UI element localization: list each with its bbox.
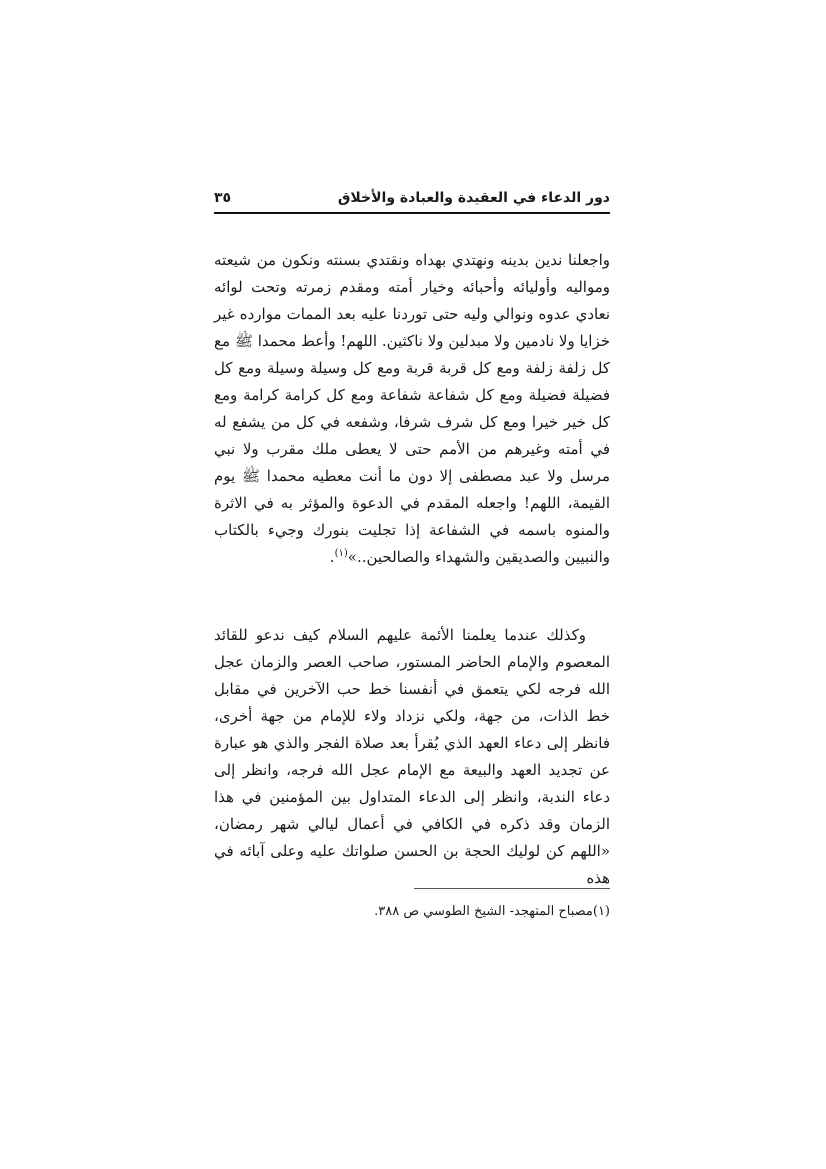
paragraph-2-text: وكذلك عندما يعلمنا الأئمة عليهم السلام كيف ندعو للقائد المعصوم والإمام الحاضر المستور، صاحب العصر والزمان عجل الله فرجه لكي يتعمق في أنفسنا خط حب الآخرين في مقابل خط الذات، من جهة، ولكي نزداد ولاء للإمام من جهة أخرى، فانظر إلى دعاء العهد الذي يُقرأ بعد صلاة الفجر والذي هو عبارة عن تجديد العهد والبيعة مع الإمام عجل الله فرجه، وانظر إلى دعاء الندبة، وانظر إلى الدعاء المتداول بين المؤمنين في هذا الزمان وقد ذكره في الكافي في أعمال ليالي شهر رمضان، «اللهم كن لوليك الحجة بن الحسن صلواتك عليه وعلى آبائه في هذه — [214, 626, 610, 887]
paragraph-1 — [214, 247, 610, 571]
footnote-reference: (١) — [334, 548, 348, 559]
paragraph-1-end: . — [329, 548, 335, 566]
footnote: (١)مصباح المتهجد- الشيخ الطوسي ص ٣٨٨. — [374, 904, 610, 919]
running-title: دور الدعاء في العقيدة والعبادة والأخلاق — [337, 190, 610, 206]
page-number: ٣٥ — [214, 190, 232, 206]
paragraph-1-text: واجعلنا ندين بدينه ونهتدي بهداه ونقتدي بسنته ونكون من شيعته ومواليه وأوليائه وأحبائه وخيار أمته ومقدم زمرته وتحت لوائه نعادي عدوه ونوالي وليه حتى توردنا عليه بعد الممات موارده غير خزايا ولا نادمين ولا مبدلين ولا ناكثين. اللهم! وأعط محمدا ﷺ مع كل زلفة زلفة ومع كل قربة قربة ومع كل وسيلة وسيلة ومع كل فضيلة فضيلة ومع كل شفاعة شفاعة ومع كل كرامة كرامة ومع كل خير خيرا ومع كل شرف شرفا، وشفعه في كل من يشفع له في أمته وغيرهم من الأمم حتى لا يعطى ملك مقرب ولا نبي مرسل ولا عبد مصطفى إلا دون ما أنت معطيه محمدا ﷺ يوم القيمة، اللهم! واجعله المقدم في الدعوة والمؤثر به في الاثرة والمنوه باسمه في الشفاعة إذا تجليت بنورك وجيء بالكتاب والنبيين والصديقين والشهداء والصالحين..» — [214, 251, 610, 566]
footnote-divider — [414, 888, 610, 889]
header-divider — [214, 212, 610, 214]
paragraph-2 — [214, 622, 610, 892]
page-header — [214, 186, 610, 212]
